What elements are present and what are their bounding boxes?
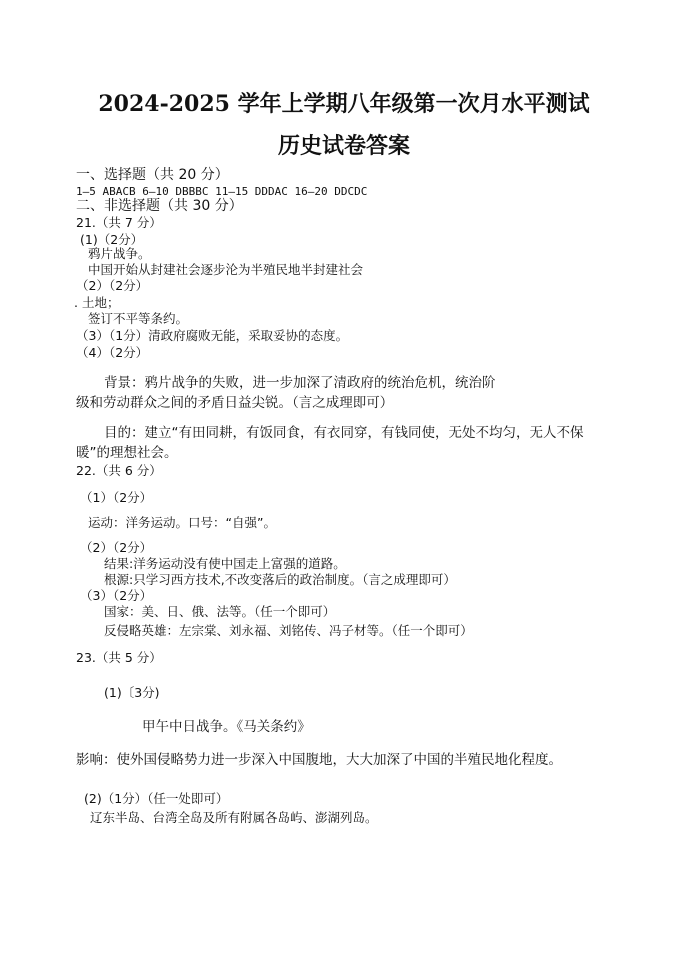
page-title: 2024-2025 学年上学期八年级第一次月水平测试 <box>98 91 590 117</box>
q21-p2-label: （2）（2分） <box>76 278 149 293</box>
q23-p2-answer: 辽东半岛、台湾全岛及所有附属各岛屿、澎湖列岛。 <box>90 810 378 825</box>
q22-p2-answer-b: 根源:只学习西方技术,不改变落后的政治制度。（言之成理即可） <box>104 572 456 587</box>
q23-header: 23.（共 5 分） <box>76 650 162 665</box>
q21-p4-goal-line1: 目的：建立“有田同耕，有饭同食，有衣同穿，有钱同使，无处不均匀，无人不保 <box>104 425 584 441</box>
part2-heading: 二、非选择题（共 30 分） <box>76 198 243 214</box>
q21-p2-answer-a: . 土地； <box>74 295 120 310</box>
q21-p1-label: (1)（2分） <box>80 232 144 247</box>
q22-p2-label: （2）（2分） <box>80 540 153 555</box>
q22-p1-label: （1）（2分） <box>80 490 153 505</box>
q21-p4-goal-line2: 暖”的理想社会。 <box>76 445 178 461</box>
q23-p1-answer-a: 甲午中日战争。《马关条约》 <box>142 719 311 735</box>
q21-p3-answer: （3）（1分）清政府腐败无能，采取妥协的态度。 <box>76 328 349 343</box>
q22-header: 22.（共 6 分） <box>76 463 162 478</box>
page-subtitle: 历史试卷答案 <box>277 133 410 159</box>
q21-p1-answer-b: 中国开始从封建社会逐步沦为半殖民地半封建社会 <box>88 262 364 277</box>
q21-p4-label: （4）（2分） <box>76 345 149 360</box>
q21-p4-background-line1: 背景：鸦片战争的失败，进一步加深了清政府的统治危机，统治阶 <box>104 375 496 391</box>
q23-p1-label: (1)〔3分) <box>104 685 160 700</box>
q21-p2-answer-b: 签订不平等条约。 <box>88 311 189 326</box>
q22-p1-answer: 运动：洋务运动。口号：“自强”。 <box>88 515 276 530</box>
q23-p2-label: (2)（1分）（任一处即可） <box>84 791 229 806</box>
part1-answers: 1—5 ABACB 6—10 DBBBC 11—15 DDDAC 16—20 DDCDC <box>76 185 368 198</box>
part1-heading: 一、选择题（共 20 分） <box>76 167 229 183</box>
q22-p3-answer-b: 反侵略英雄：左宗棠、刘永福、刘铭传、冯子材等。（任一个即可） <box>104 623 473 638</box>
q22-p3-answer-a: 国家：美、日、俄、法等。（任一个即可） <box>104 604 336 619</box>
q21-p1-answer-a: 鸦片战争。 <box>88 246 151 261</box>
q22-p3-label: （3）（2分） <box>80 588 153 603</box>
q23-p1-answer-b: 影响：使外国侵略势力进一步深入中国腹地，大大加深了中国的半殖民地化程度。 <box>76 752 562 768</box>
q21-header: 21.（共 7 分） <box>76 215 162 230</box>
q22-p2-answer-a: 结果:洋务运动没有使中国走上富强的道路。 <box>104 556 346 571</box>
q21-p4-background-line2: 级和劳动群众之间的矛盾日益尖锐。（言之成理即可） <box>76 395 394 411</box>
